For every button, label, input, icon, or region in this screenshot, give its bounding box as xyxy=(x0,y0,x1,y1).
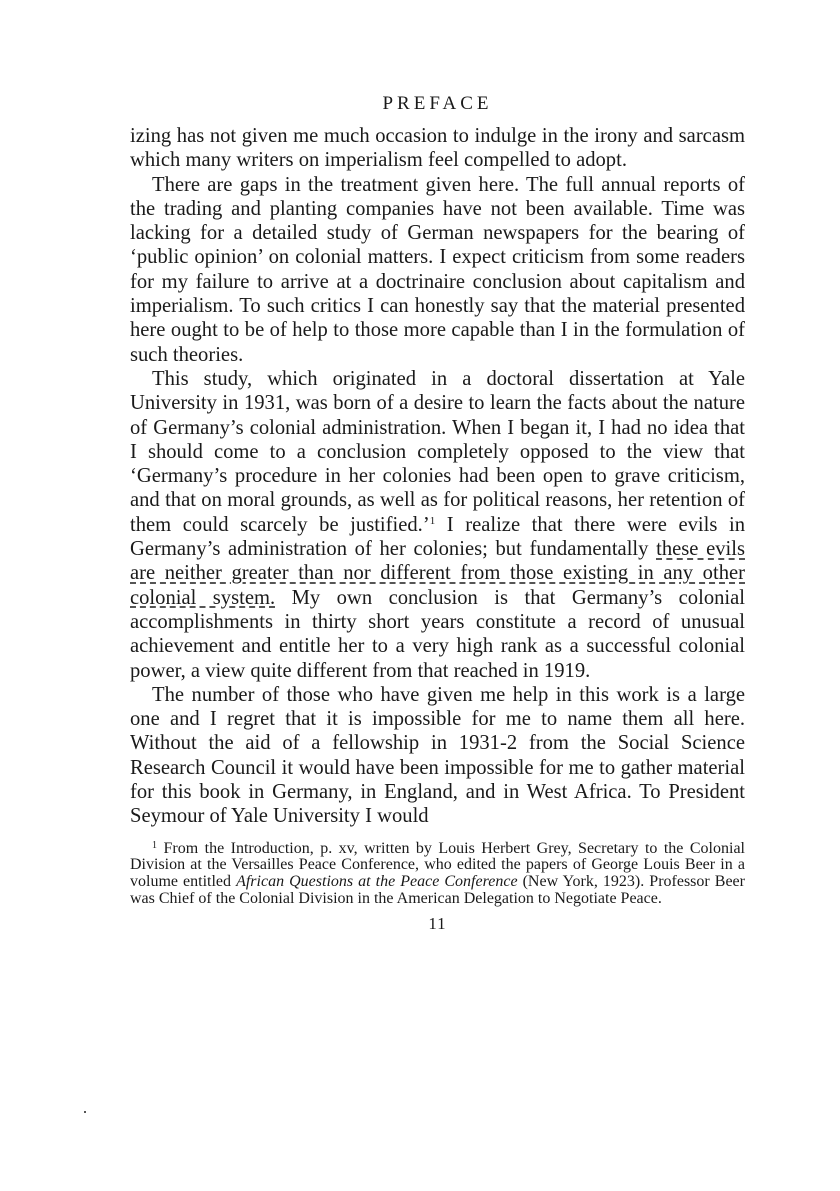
scan-speck xyxy=(84,1111,86,1113)
paragraph-4: The number of those who have given me help in this work is a large one and I regret that it is impossible for me to name them all here. Without the aid of a fellowship in 1931-2 from the Social Science Research Council it would have been impossible for me to gather material for this book in Germany, in England, and in West Africa. To President Seymour of Yale University I would xyxy=(130,683,745,828)
running-head: PREFACE xyxy=(382,93,493,114)
paragraph-2: There are gaps in the treatment given here. The full annual reports of the trading and planting companies have not been available. Time was lacking for a detailed study of German newspapers for the bearing of ‘public opinion’ on colonial matters. I expect criticism from some readers for my failure to arrive at a doctrinaire conclusion about capitalism and imperialism. To such critics I can honestly say that the material presented here ought to be of help to those more capable than I in the formulation of such theories. xyxy=(130,173,745,366)
paragraph-3 xyxy=(130,367,745,683)
footnote-reference[interactable]: 1 xyxy=(429,514,436,527)
page-number: 11 xyxy=(428,913,447,933)
body-text xyxy=(130,124,745,829)
footnotes xyxy=(130,841,745,908)
footnote-text-before: From the Introduction, p. xv, written by Louis Herbert Grey, Secretary to the Colonial Division at the Versailles Peace Conference, who edited the papers of George Louis Beer in a volume entitled xyxy=(130,839,745,891)
footnote-marker: 1 xyxy=(152,839,157,851)
footnote-1 xyxy=(130,841,745,908)
paragraph-3-part3: My own conclusion is that Germany’s colonial accomplishments in thirty short years constitute a record of unusual achievement and entitle her to a very high rank as a successful colonial power, a view quite different from that reached in 1919. xyxy=(130,586,745,682)
paragraph-3-part2: I realize that there were evils in Germany’s administration of her colonies; but fundamentally xyxy=(130,513,745,561)
paragraph-1: izing has not given me much occasion to indulge in the irony and sarcasm which many writers on imperialism feel compelled to adopt. xyxy=(130,125,745,172)
book-page xyxy=(130,92,745,934)
footnote-book-title: African Questions at the Peace Conference xyxy=(236,873,518,891)
footnote-text-after: (New York, 1923). Professor Beer was Chief of the Colonial Division in the American Delegation to Negotiate Peace. xyxy=(130,873,745,907)
paragraph-3-part1: This study, which originated in a doctoral dissertation at Yale University in 1931, was born of a desire to learn the facts about the nature of Germany’s colonial administration. When I began it, I had no idea that I should come to a conclusion completely opposed to the view that ‘Germany’s procedure in her colonies had been open to grave criticism, and that on moral grounds, as well as for political reasons, her retention of them could scarcely be justified.’ xyxy=(130,367,745,536)
underlined-passage: these evils are neither greater than nor different from those existing in any other colonial system. xyxy=(130,538,745,609)
